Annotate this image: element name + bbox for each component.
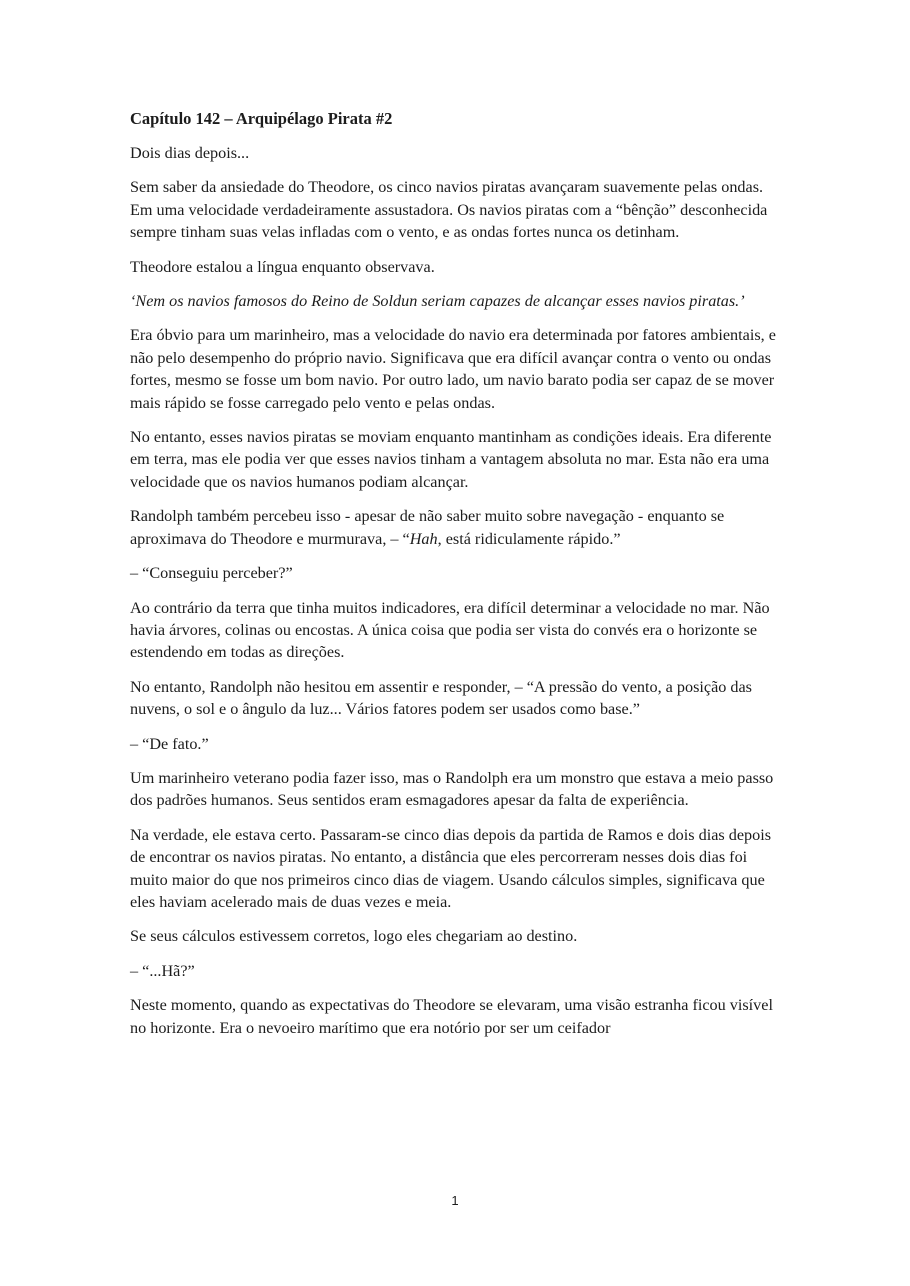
paragraph bbox=[130, 505, 785, 550]
paragraph: Dois dias depois... bbox=[130, 144, 250, 162]
italic-thought-paragraph: ‘Nem os navios famosos do Reino de Soldun seriam capazes de alcançar esses navios piratas.’ bbox=[130, 292, 745, 311]
dialogue-paragraph: – “...Hã?” bbox=[130, 961, 195, 980]
dialogue-paragraph: – “De fato.” bbox=[130, 734, 209, 753]
paragraph: Um marinheiro veterano podia fazer isso, mas o Randolph era um monstro que estava a meio passo dos padrões humanos. Seus sentidos eram esmagadores apesar da falta de experiência. bbox=[130, 768, 774, 810]
paragraph-text: Randolph também percebeu isso - apesar de não saber muito sobre navegação - enquanto se aproximava do Theodore e murmurava, – “ bbox=[130, 507, 725, 548]
italic-word: Hah bbox=[409, 529, 438, 548]
paragraph: Ao contrário da terra que tinha muitos indicadores, era difícil determinar a velocidade no mar. Não havia árvores, colinas ou encostas. A única coisa que podia ser vista do convés era o horizonte se estendendo em todas as direções. bbox=[130, 598, 770, 662]
paragraph: Neste momento, quando as expectativas do Theodore se elevaram, uma visão estranha ficou visível no horizonte. Era o nevoeiro marítimo que era notório por ser um ceifador bbox=[130, 996, 773, 1037]
paragraph: No entanto, esses navios piratas se moviam enquanto mantinham as condições ideais. Era diferente em terra, mas ele podia ver que esses navios tinham a vantagem absoluta no mar. Esta não era uma velocidade que os navios humanos podiam alcançar. bbox=[130, 428, 772, 491]
paragraph: No entanto, Randolph não hesitou em assentir e responder, – “A pressão do vento, a posição das nuvens, o sol e o ângulo da luz... Vários fatores podem ser usados como base.” bbox=[130, 677, 752, 719]
dialogue-paragraph: – “Conseguiu perceber?” bbox=[130, 564, 293, 583]
paragraph: Theodore estalou a língua enquanto observava. bbox=[130, 257, 435, 276]
paragraph: Se seus cálculos estivessem corretos, logo eles chegariam ao destino. bbox=[130, 927, 578, 946]
paragraph-text: , está ridiculamente rápido.” bbox=[437, 529, 621, 548]
paragraph: Sem saber da ansiedade do Theodore, os cinco navios piratas avançaram suavemente pelas ondas. Em uma velocidade verdadeiramente assustadora. Os navios piratas com a “bênção” desconhecida sempre tinham suas velas infladas com o vento, e as ondas fortes nunca os detinham. bbox=[130, 178, 768, 242]
document-page bbox=[130, 108, 785, 1051]
page-number: 1 bbox=[451, 1193, 459, 1208]
chapter-title: Capítulo 142 – Arquipélago Pirata #2 bbox=[130, 109, 393, 128]
paragraph: Na verdade, ele estava certo. Passaram-se cinco dias depois da partida de Ramos e dois dias depois de encontrar os navios piratas. No entanto, a distância que eles percorreram nesses dois dias foi muito maior do que nos primeiros cinco dias de viagem. Usando cálculos simples, significava que eles haviam acelerado mais de duas vezes e meia. bbox=[130, 825, 771, 911]
paragraph: Era óbvio para um marinheiro, mas a velocidade do navio era determinada por fatores ambientais, e não pelo desempenho do próprio navio. Significava que era difícil avançar contra o vento ou ondas fortes, mesmo se fosse um bom navio. Por outro lado, um navio barato podia ser capaz de se mover mais rápido se fosse carregado pelo vento e pelas ondas. bbox=[130, 326, 776, 412]
